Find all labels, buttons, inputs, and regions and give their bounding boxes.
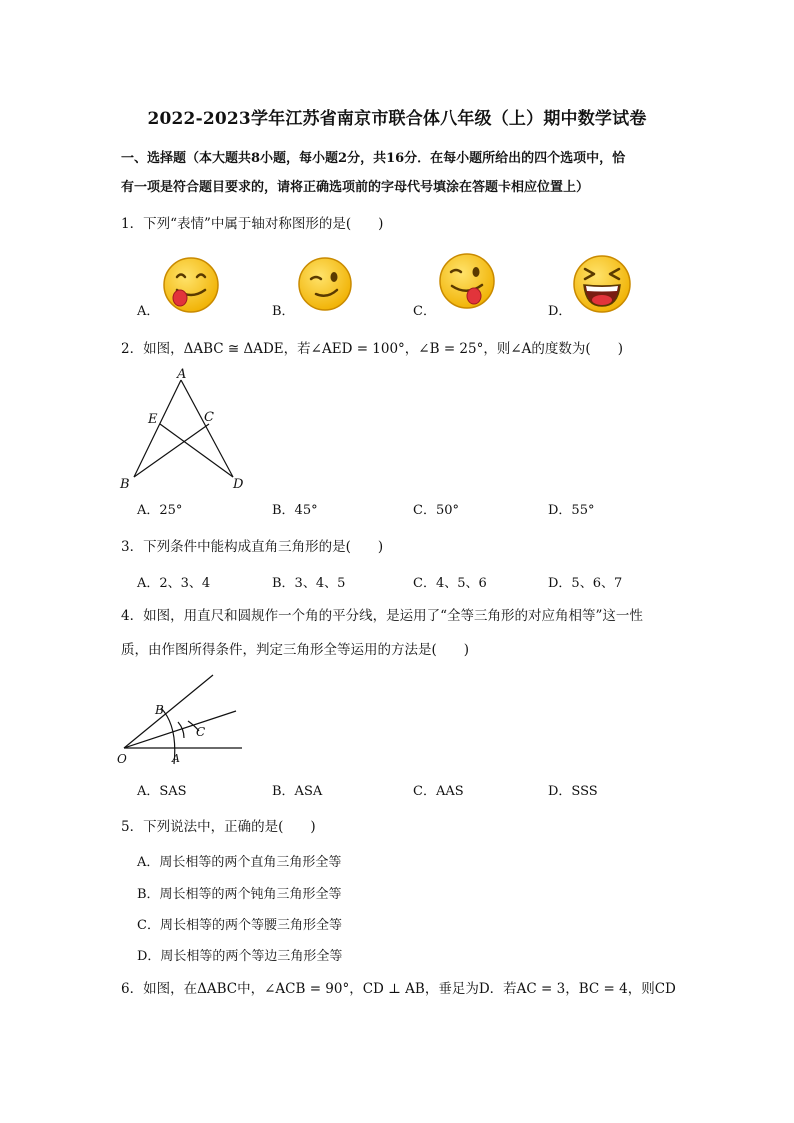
q3-option-c: C．4、5、6 — [413, 576, 487, 591]
q4-option-d: D．SSS — [548, 784, 598, 799]
q2-label-a: A — [177, 367, 187, 382]
section-heading-line1: 一、选择题（本大题共8小题，每小题2分，共16分．在每小题所给出的四个选项中，恰 — [121, 151, 626, 166]
triangle-figure-q2 — [112, 364, 252, 494]
question-3-stem: 3．下列条件中能构成直角三角形的是( ) — [121, 539, 384, 555]
q1-option-b-label: B． — [272, 304, 295, 319]
question-5-stem: 5．下列说法中，正确的是( ) — [121, 819, 316, 835]
section-heading-line2: 有一项是符合题目要求的，请将正确选项前的字母代号填涂在答题卡相应位置上） — [121, 180, 590, 195]
q1-option-c-label: C． — [413, 304, 436, 319]
q2-option-c: C．50° — [413, 503, 459, 518]
q4-label-c: C — [196, 725, 206, 739]
q3-option-b: B．3、4、5 — [272, 576, 346, 591]
q5-option-a: A．周长相等的两个直角三角形全等 — [137, 855, 342, 870]
q2-label-e: E — [148, 412, 158, 427]
q5-option-b: B．周长相等的两个钝角三角形全等 — [137, 887, 342, 902]
tongue-out-emoji-icon — [162, 256, 220, 314]
q2-option-d: D．55° — [548, 503, 595, 518]
q5-option-c: C．周长相等的两个等腰三角形全等 — [137, 918, 342, 933]
q1-option-a-label: A． — [137, 304, 160, 319]
question-1-stem: 1．下列“表情”中属于轴对称图形的是( ) — [121, 216, 384, 232]
q2-label-c: C — [204, 410, 214, 425]
q4-label-o: O — [117, 752, 127, 766]
wink-tongue-emoji-icon — [438, 252, 496, 310]
q2-label-b: B — [120, 477, 130, 492]
question-6-stem: 6．如图，在ΔABC中，∠ACB = 90°，CD ⊥ AB，垂足为D．若AC = 3，BC = 4，则CD — [121, 981, 676, 997]
q5-option-d: D．周长相等的两个等边三角形全等 — [137, 949, 343, 964]
question-4-stem-line1: 4．如图，用直尺和圆规作一个角的平分线，是运用了“全等三角形的对应角相等”这一性 — [121, 608, 643, 624]
laughing-emoji-icon — [572, 254, 632, 314]
wink-emoji-icon — [297, 256, 353, 312]
q4-option-b: B．ASA — [272, 784, 323, 799]
page-title: 2022-2023学年江苏省南京市联合体八年级（上）期中数学试卷 — [147, 109, 647, 129]
q4-option-c: C．AAS — [413, 784, 464, 799]
q4-label-b: B — [155, 703, 164, 717]
q3-option-a: A．2、3、4 — [137, 576, 211, 591]
q4-label-a: A — [172, 752, 180, 765]
q2-label-d: D — [233, 477, 244, 492]
q3-option-d: D．5、6、7 — [548, 576, 623, 591]
q1-option-d-label: D． — [548, 304, 572, 319]
question-4-stem-line2: 质，由作图所得条件，判定三角形全等运用的方法是( ) — [121, 642, 470, 658]
q2-option-b: B．45° — [272, 503, 318, 518]
angle-bisector-figure-q4 — [112, 668, 252, 772]
q4-option-a: A．SAS — [137, 784, 187, 799]
question-2-stem: 2．如图，ΔABC ≅ ΔADE，若∠AED = 100°，∠B = 25°，则∠A的度数为( ) — [121, 341, 623, 357]
q2-option-a: A．25° — [137, 503, 183, 518]
